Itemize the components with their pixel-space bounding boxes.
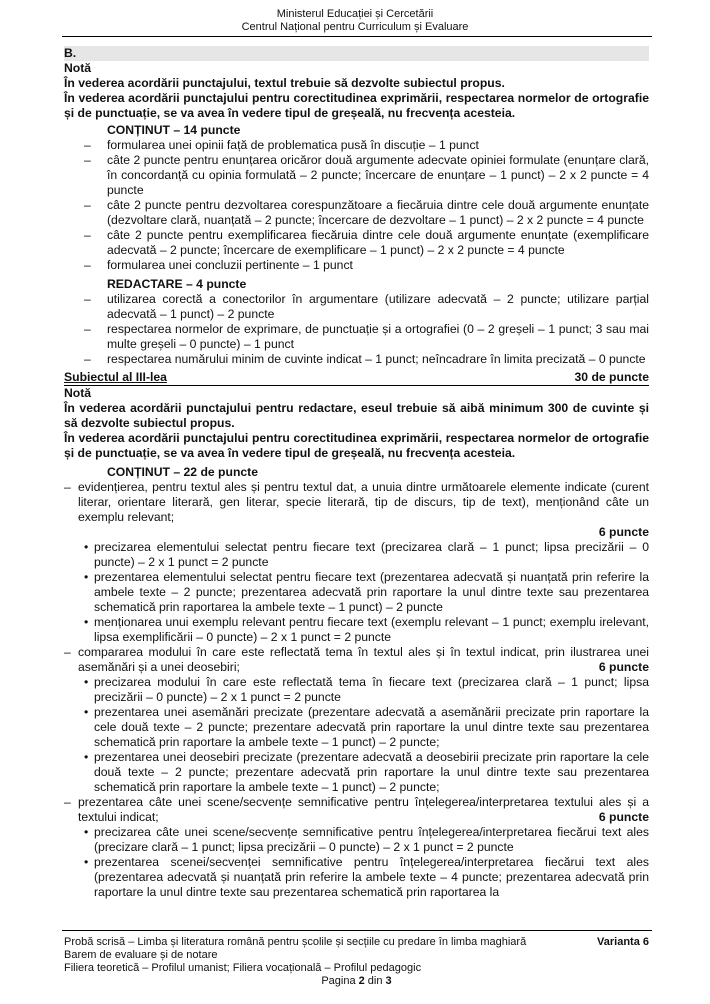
page-header (0, 8, 710, 34)
section-b-label: B. (64, 46, 649, 61)
subject3-note-title: Notă (64, 386, 92, 400)
criterion-bullet: • menționarea unui exemplu relevant pentru fiecare text (exemplu relevant – 1 punct; exemplu irelevant, lipsa exemplificării – 0 puncte) – 2 x 1 punct = 2 puncte (64, 615, 649, 645)
criterion-text: – prezentarea câte unei scene/secvențe semnificative pentru înțelegerea/interpretarea textului ales și a textului indicat; (78, 795, 649, 824)
subject3-heading (64, 370, 649, 386)
page-total: 3 (385, 975, 392, 987)
center-name: Centrul Național pentru Curriculum și Evaluare (241, 21, 469, 33)
exam-name: Probă scrisă – Limba și literatura română pentru școlile și secțiile cu predare în limba maghiară (64, 936, 527, 948)
criterion-points: 6 puncte (598, 525, 649, 539)
criterion-text: – evidențierea, pentru textul ales și pentru textul dat, a unuia dintre următoarele elemente indicate (curent literar, orientare literară, gen literar, specie literară, tip de discurs, tip de text), menționând câte un exemplu relevant; (78, 480, 649, 524)
section-b-content-item: – câte 2 puncte pentru enunțarea oricăror două argumente adecvate opiniei formulate (enunțare clară, în concordanță cu opinia formulată – 2 puncte; încercare de enunțare – 1 punct) – 2 x 2 puncte = 4 puncte (64, 153, 649, 198)
section-b-note-title: Notă (64, 61, 92, 75)
page-footer (64, 936, 649, 988)
variant-label: Varianta 6 (597, 936, 649, 948)
section-b-content-item: – câte 2 puncte pentru dezvoltarea corespunzătoare a fiecăruia dintre cele două argumente enunțate (dezvoltare clară, nuanțată – 2 puncte; încercare de dezvoltare – 1 punct) – 2 x 2 puncte = 4 puncte (64, 198, 649, 228)
subject3-points: 30 de puncte (574, 370, 649, 384)
criterion-bullet: • prezentarea elementului selectat pentru fiecare text (prezentarea adecvată și nuanțată prin referire la ambele texte – 2 puncte; prezentarea adecvată prin raportare la unul dintre texte sau prezentarea schematică prin raportarea la ambele texte – 1 punct) – 2 puncte (64, 570, 649, 615)
criterion-bullet: • prezentarea unei asemănări precizate (prezentare adecvată a asemănării precizate prin raportare la cele două texte – 2 puncte; prezentare adecvată prin raportare la unul dintre texte sau prezentarea schematică prin raportare la ambele texte – 1 punct) – 2 puncte; (64, 705, 649, 750)
section-b-redactare-item: – utilizarea corectă a conectorilor în argumentare (utilizare adecvată – 2 puncte; utilizare parțial adecvată – 1 punct) – 2 puncte (64, 292, 649, 322)
section-b-content-item: – formularea unei opinii față de problematica pusă în discuție – 1 punct (64, 138, 649, 153)
criterion-bullet: • precizarea elementului selectat pentru fiecare text (precizarea clară – 1 punct; lipsa precizării – 0 puncte) – 2 x 1 punct = 2 puncte (64, 540, 649, 570)
criterion-bullet: • prezentarea unei deosebiri precizate (prezentare adecvată a deosebirii precizate prin raportare la cele două texte – 2 puncte; prezentare adecvată prin raportare la unul dintre texte sau prezentarea schematică prin raportare la ambele texte – 1 punct) – 2 puncte; (64, 750, 649, 795)
barem-label: Barem de evaluare și de notare (64, 949, 218, 961)
section-b-redactare-item: – respectarea numărului minim de cuvinte indicat – 1 punct; neîncadrare în limita precizată – 0 puncte (64, 352, 649, 367)
criterion-text: – compararea modului în care este reflectată tema în textul ales și în textul indicat, prin ilustrarea unei asemănări și a unei deosebiri; (78, 645, 649, 674)
criterion-bullet: • precizarea modului în care este reflectată tema în fiecare text (precizarea clară – 1 punct; lipsa precizării – 0 puncte) – 2 x 1 punct = 2 puncte (64, 675, 649, 705)
page-prefix: Pagina (321, 975, 359, 987)
section-b-redactare-item: – respectarea normelor de exprimare, de punctuație și a ortografiei (0 – 2 greșeli – 1 punct; 3 sau mai multe greșeli – 0 puncte) – 1 punct (64, 322, 649, 352)
criterion-bullet: • precizarea câte unei scene/secvențe semnificative pentru înțelegerea/interpretarea fiecărui text ales (precizare clară – 1 punct; lipsa precizării – 0 puncte) – 2 x 1 punct = 2 puncte (64, 825, 649, 855)
page-current: 2 (358, 975, 365, 987)
section-b-note-line1: În vederea acordării punctajului, textul trebuie să dezvolte subiectul propus. (64, 76, 505, 90)
subject3-title: Subiectul al III-lea (64, 370, 167, 384)
page-number (64, 975, 649, 988)
criterion-points: 6 puncte (598, 810, 649, 824)
subject3-criterion (64, 480, 649, 540)
section-b-redactare-title: REDACTARE – 4 puncte (107, 277, 247, 291)
page-mid: din (364, 975, 386, 987)
section-b-content-item: – formularea unei concluzii pertinente – 1 punct (64, 258, 649, 273)
section-b-content-title: CONȚINUT – 14 puncte (107, 123, 241, 137)
subject3-criterion (64, 795, 649, 825)
criterion-points: 6 puncte (598, 660, 649, 674)
section-b-content-item: – câte 2 puncte pentru exemplificarea fiecăruia dintre cele două argumente enunțate (exemplificare adecvată – 2 puncte; încercare de exemplificare – 1 punct) – 2 x 2 puncte = 4 puncte (64, 228, 649, 258)
section-b-note-line2: În vederea acordării punctajului pentru corectitudinea exprimării, respectarea normelor de ortografie și de punctuație, se va avea în vedere tipul de greșeală, nu frecvența acesteia. (64, 91, 649, 120)
document-body (64, 46, 649, 900)
subject3-note-line2: În vederea acordării punctajului pentru corectitudinea exprimării, respectarea normelor de ortografie și de punctuație, se va avea în vedere tipul de greșeală, nu frecvența acesteia. (64, 431, 649, 460)
criterion-bullet: • prezentarea scenei/secvenței semnificative pentru înțelegerea/interpretarea fiecărui text ales (prezentarea adecvată și nuanțată prin referire la ambele texte – 4 puncte; prezentarea adecvată prin raportare la unul dintre texte sau prezentarea schematică prin raportarea la (64, 855, 649, 900)
subject3-note-line1: În vederea acordării punctajului pentru redactare, eseul trebuie să aibă minimum 300 de cuvinte și să dezvolte subiectul propus. (64, 401, 649, 430)
footer-divider (62, 930, 652, 931)
subject3-content-title: CONȚINUT – 22 de puncte (107, 465, 259, 479)
profile-label: Filiera teoretică – Profilul umanist; Filiera vocațională – Profilul pedagogic (64, 962, 422, 974)
subject3-criterion (64, 645, 649, 675)
header-divider (62, 36, 652, 37)
ministry-name: Ministerul Educației și Cercetării (276, 8, 434, 20)
